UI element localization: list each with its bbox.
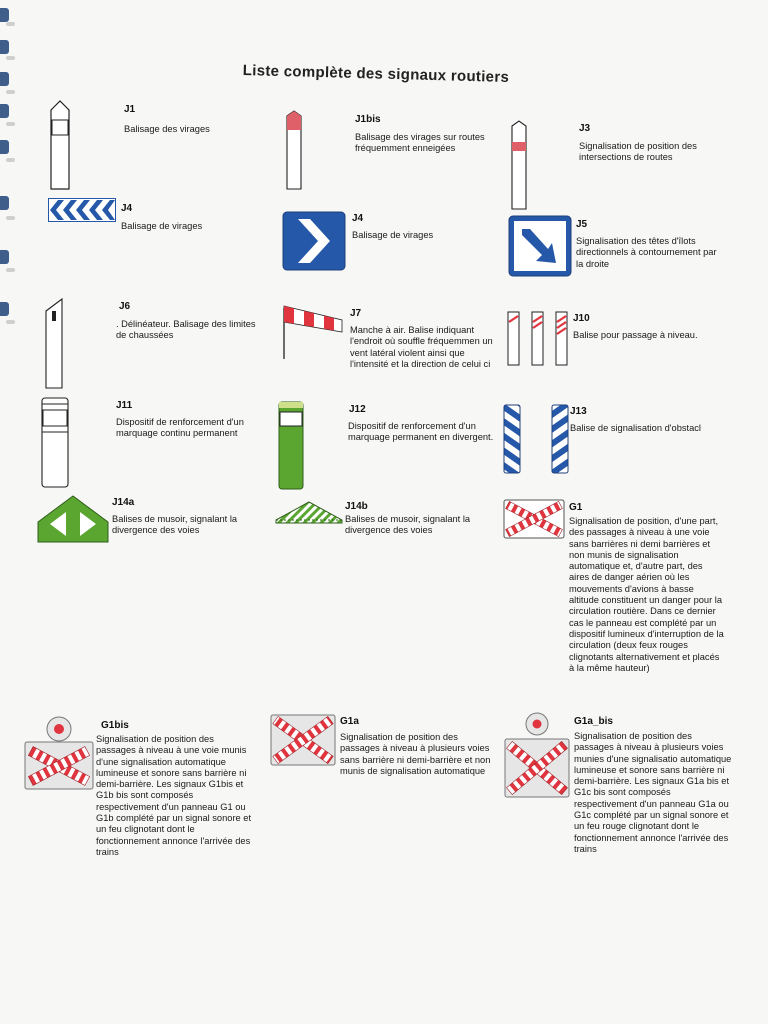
j10-desc: Balise pour passage à niveau.	[573, 330, 698, 340]
j4-chevron-strip	[48, 198, 116, 222]
g1a-bis-signal	[504, 712, 570, 798]
j13-desc: Balise de signalisation d'obstacl	[570, 423, 701, 433]
j7-code: J7	[350, 308, 362, 319]
g1bis-signal	[24, 716, 94, 790]
g1-code: G1	[569, 502, 583, 513]
j12-code: J12	[349, 404, 366, 415]
j5-code: J5	[576, 219, 588, 230]
j4-chevron-panel	[282, 211, 346, 271]
g1a-signal	[270, 714, 336, 766]
g1a-desc: Signalisation de position des passages à niveau à plusieurs voies sans barrière ni demi-barrière et non munis de signalisation automatique	[340, 732, 491, 776]
j11-signal	[40, 396, 70, 488]
j4a-desc: Balisage de virages	[121, 221, 203, 231]
j14b-code: J14b	[345, 501, 368, 512]
g1a-bis-desc: Signalisation de position des passages à niveau à plusieurs voies munies d'une signalisatio automatique lumineuse et sonore sans barrière ni demi-barrière. Les signaux G1a bis et G1c bis sont composés respectivement d'un panneau G1a ou G1c complété par un signal sonore et un feu rouge clignotant dont le fonctionnement annonce l'arrivée des trains	[574, 731, 732, 854]
j3-signal	[510, 120, 528, 210]
j11-code: J11	[116, 400, 133, 411]
j4b-desc: Balisage de virages	[352, 230, 434, 240]
j3-desc: Signalisation de position des intersections de routes	[579, 141, 697, 163]
binder-edge	[0, 0, 20, 1024]
j10-signal	[506, 308, 570, 366]
j4a-code: J4	[121, 203, 133, 214]
j14a-desc: Balises de musoir, signalant la divergence des voies	[112, 514, 238, 536]
g1-signal	[503, 499, 565, 539]
j3-code: J3	[579, 123, 591, 134]
j6-code: J6	[119, 301, 131, 312]
j7-desc: Manche à air. Balise indiquant l'endroit où souffle fréquemmen un vent latéral violent ainsi que l'intensité et la direction de celui ci	[350, 325, 493, 369]
j1bis-code: J1bis	[355, 114, 381, 125]
j5-desc: Signalisation des têtes d'îlots directionnels à contournement par la droite	[576, 236, 717, 269]
j1-code: J1	[124, 104, 136, 115]
j13-signal	[502, 402, 572, 476]
j10-code: J10	[573, 313, 590, 324]
j1-signal	[48, 100, 72, 190]
j11-desc: Dispositif de renforcement d'un marquage continu permanent	[116, 417, 244, 439]
j7-windsock	[280, 302, 346, 360]
j5-signal	[508, 215, 572, 277]
page-title: Liste complète des signaux routiers	[242, 62, 510, 86]
g1a-code: G1a	[340, 716, 359, 727]
j12-signal	[277, 400, 305, 490]
j4b-code: J4	[352, 213, 364, 224]
j13-code: J13	[570, 406, 587, 417]
j6-desc: . Délinéateur. Balisage des limites de chaussées	[116, 319, 256, 341]
j1-desc: Balisage des virages	[124, 124, 210, 134]
j1bis-signal	[285, 110, 303, 190]
j14a-code: J14a	[112, 497, 135, 508]
j12-desc: Dispositif de renforcement d'un marquage permanent en divergent.	[348, 421, 494, 443]
j14b-desc: Balises de musoir, signalant la divergence des voies	[345, 514, 471, 536]
g1bis-code: G1bis	[101, 720, 129, 731]
j1bis-desc: Balisage des virages sur routes fréquemment enneigées	[355, 132, 485, 154]
g1a-bis-code: G1a_bis	[574, 716, 613, 727]
j6-signal	[44, 297, 64, 389]
g1bis-desc: Signalisation de position des passages à niveau à une voie munis d'une signalisation automatique lumineuse et sonore sans barrière ni demi-barrière. Les signaux G1bis et G1b bis sont composés respectivement d'un panneau G1 ou G1b complété par un signal sonore et un feu clignotant dont le fonctionnement annonce l'arrivée des trains	[96, 734, 252, 857]
j14a-signal	[36, 494, 110, 544]
j14b-signal	[274, 500, 344, 524]
g1-desc: Signalisation de position, d'une part, des passages à niveau à une voie sans barrières ni demi barrières et non munis de signalisation automatique et, d'autre part, des aires de danger aérien où les mouvements d'avions à basse altitude constituent un danger pour la circulation routière. Dans ce dernier cas le panneau est complété par un dispositif lumineux d'interruption de la circulation (deux feux rouges clignotants alternativement et placés à la même hauteur)	[569, 516, 724, 673]
